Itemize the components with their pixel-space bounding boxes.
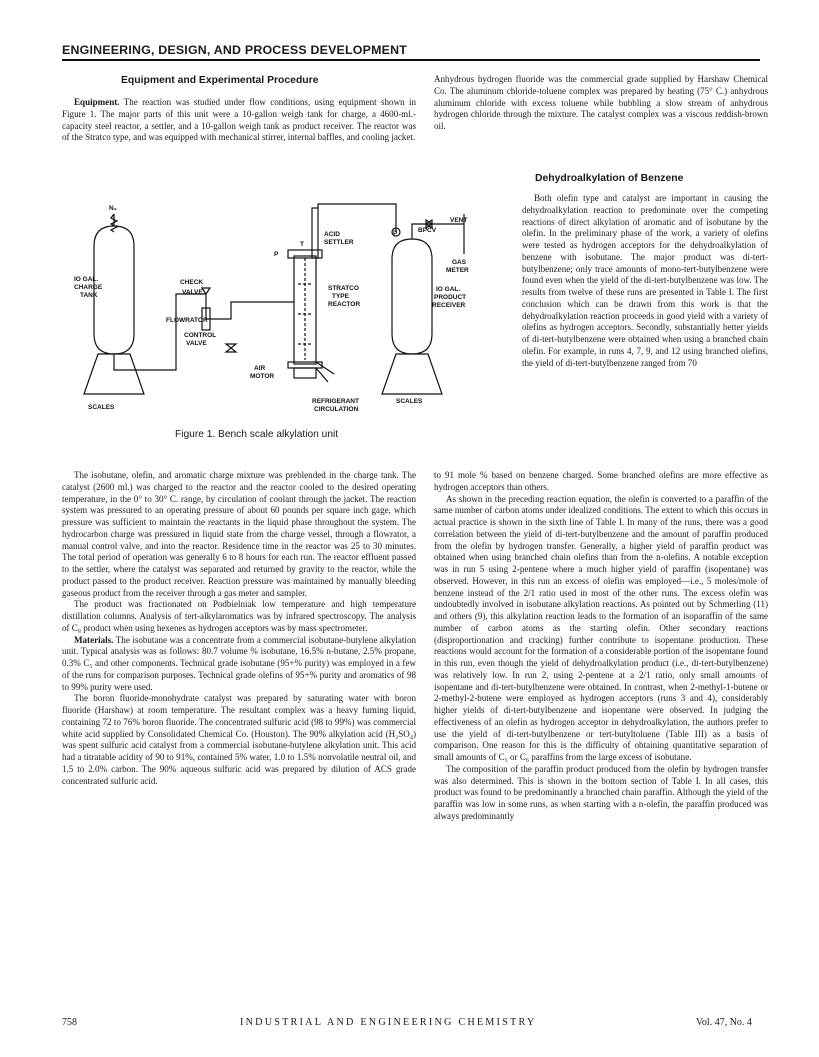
settler-outlet-line	[318, 204, 396, 232]
fig-label-scales-right: SCALES	[396, 398, 423, 405]
equipment-paragraph: The reaction was studied under flow conditions, using equipment shown in Figure 1. The major parts of this unit were a 10-gallon weigh tank for charge, a 4600-ml.-capacity steel reactor, a settler, and a 10-gallon weigh tank as product receiver. The reactor was of the Stratco type, and was equipped with mechanical stirrer, internal baffles, and cooling jacket.	[62, 97, 416, 143]
fig-label-t: T	[300, 241, 304, 248]
n2-line	[111, 214, 117, 232]
fig-label-bpcv: BPCV	[418, 227, 437, 234]
scales-right-shape	[382, 354, 442, 394]
materials-paragraph: The isobutane was a concentrate from a commercial isobutane-butylene alkylation unit. Typical analysis was as follows: 80.7 volume % isobutane, 16.5% n-butane, 2.5% propane, 0.3% C₅ and other components. Technical grade isobutane (95+% purity) was employed in a few of the runs for comparison purposes. Technical grade olefins of 95+% purity and aromatics of 98 to 99% purity were used.	[62, 634, 416, 692]
fig-label-vent: VENT	[450, 217, 468, 224]
fig-label-air-motor-2: MOTOR	[250, 373, 275, 380]
figure-1-caption: Figure 1. Bench scale alkylation unit	[175, 429, 339, 440]
fig-label-reactor-2: TYPE	[332, 293, 349, 300]
header-rule	[62, 59, 760, 61]
fig-label-check-valve-1: CHECK	[180, 279, 204, 286]
hf-paragraph: Anhydrous hydrogen fluoride was the commercial grade supplied by Harshaw Chemical Co. The aluminum chloride-toluene complex was prepared by heating (75° C.) anhydrous aluminum chloride with excess toluene while bubbling a slow stream of anhydrous hydrogen chloride through the mixture. The catalyst complex was a viscous reddish-brown oil.	[434, 74, 768, 131]
page-number: 758	[62, 1017, 77, 1028]
materials-run-in-head: Materials.	[74, 634, 114, 645]
fig-label-receiver-2: PRODUCT	[434, 294, 467, 301]
procedure-paragraph-1: The isobutane, olefin, and aromatic charge mixture was preblended in the charge tank. The catalyst (2600 ml.) was charged to the reactor and the reactor cooled to the desired operating temperature, in the 0° to 30° C. range, by circulation of coolant through the jacket. The reaction system was pressured to an operating pressure of about 60 pounds per square inch gage, which pressure was sufficient to maintain the reactants in the liquid phase throughout the system. The hydrocarbon charge was pressured in liquid state from the charge vessel, through a flowrator, a manual control valve, and into the reactor. Residence time in the reactor was 25 to 30 minutes. The total period of operation was generally 6 to 8 hours for each run. The reactor effluent passed to the settler, where the catalyst was separated and returned by gravity to the reactor, while the product passed to the product receiver. Reaction pressure was maintained by manually bleeding gaseous product from the receiver through a gas meter and sampler.	[62, 470, 416, 598]
fig-label-p: P	[274, 251, 279, 258]
fig-label-pressure-gauge: P	[393, 230, 398, 237]
fig-label-check-valve-2: VALVE	[182, 289, 203, 296]
refrigerant-lines	[316, 362, 334, 382]
figure-1-diagram	[66, 184, 524, 422]
control-valve-shape	[226, 344, 236, 352]
dehydro-paragraph-1: Both olefin type and catalyst are important in causing the dehydroalkylation reaction to predominate over the competing reactions of direct alkylation of aromatic and of isobutane by the olefin. In the preliminary phase of the work, a variety of olefins were tested as hydrogen acceptors for the dehydroalkylation of benzene with isobutane. The major product was di-tert-butylbenzene; only trace amounts of mono-tert-butylbenzene were found even when the yield of the di-tert-butylbenzene was low. The results from twelve of these runs are presented in Table I. The first conclusion which can be drawn from this work is that the dehydroalkylation reaction proceeds in good yield with a variety of olefins as hydrogen acceptors. Secondly, substantially better yields of di-tert-butylbenzene were obtained when using a branched chain olefin. For example, in runs 4, 7, 9, and 12 using branched olefins, the yield of di-tert-butylbenzene ranged from 70	[522, 193, 768, 368]
fig-label-receiver-3: RECEIVER	[432, 302, 466, 309]
check-valve-shape	[202, 288, 210, 294]
reactor-internals	[298, 258, 312, 360]
equipment-run-in-head: Equipment.	[74, 97, 120, 107]
right-column-top	[434, 74, 768, 133]
section-heading-equipment: Equipment and Experimental Procedure	[121, 75, 319, 86]
fig-label-receiver-1: IO GAL.	[436, 286, 461, 293]
fig-label-scales-left: SCALES	[88, 404, 115, 411]
fig-label-acid-settler-2: SETTLER	[324, 239, 354, 246]
fig-label-charge-tank-2: CHARGE	[74, 284, 103, 291]
dehydro-paragraph-1-continued: to 91 mole % based on benzene charged. Some branched olefins are more effective as hydrogen acceptors than others.	[434, 470, 768, 492]
dehydro-paragraph-3: The composition of the paraffin product produced from the olefin by hydrogen transfer was also determined. This is shown in the bottom section of Table I. In all cases, this product was found to be predominantly a branched chain paraffin. Although the yield of the paraffin was low in some runs, as when starting with a n-olefin, the paraffin produced was always predominantly	[434, 763, 768, 821]
fig-label-refrigerant-2: CIRCULATION	[314, 406, 359, 413]
fig-label-air-motor-1: AIR	[254, 365, 266, 372]
journal-name: INDUSTRIAL AND ENGINEERING CHEMISTRY	[240, 1017, 537, 1028]
procedure-paragraph-2: The product was fractionated on Podbielniak low temperature and high temperature distillation columns. Analysis of tert-alkylaromatics was by infrared spectroscopy. The analysis of C₈ product when using hexenes as hydrogen acceptors was by mass spectrometer.	[62, 599, 416, 633]
air-motor-shape	[294, 368, 316, 378]
fig-label-gas-meter-2: METER	[446, 267, 469, 274]
running-header: ENGINEERING, DESIGN, AND PROCESS DEVELOPMENT	[62, 43, 407, 57]
fig-label-control-valve-1: CONTROL	[184, 332, 217, 339]
fig-label-charge-tank-1: IO GAL.	[74, 276, 99, 283]
fig-label-reactor-3: REACTOR	[328, 301, 361, 308]
catalyst-paragraph: The boron fluoride-monohydrate catalyst was prepared by saturating water with boron fluoride (Harshaw) at room temperature. The resultant complex was a heavy fuming liquid, containing 72 to 76% boron fluoride. The concentrated sulfuric acid (98 to 99%) was commercial white acid supplied by Consolidated Chemical Co. (Houston). The 90% alkylation acid (H₂SO₄) was spent sulfuric acid catalyst from a commercial isobutane-butylene alkylation unit. This acid had a titratable acidity of 90 to 91%, contained 5% water, 1.0 to 1.5% nonvolatile neutral oil, and 1.5 to 2.0% carbon. The 90% aqueous sulfuric acid was prepared by dilution of ACS grade concentrated sulfuric acid.	[62, 693, 416, 786]
fig-label-reactor-1: STRATCO	[328, 285, 359, 292]
fig-label-n2: N₂	[109, 205, 117, 212]
right-column-middle	[522, 193, 768, 369]
fig-label-refrigerant-1: REFRIGERANT	[312, 398, 359, 405]
product-receiver-shape	[392, 239, 432, 354]
fig-label-charge-tank-3: TANK	[80, 292, 98, 299]
volume-issue: Vol. 47, No. 4	[696, 1017, 752, 1028]
fig-label-acid-settler-1: ACID	[324, 231, 340, 238]
right-column-bottom	[434, 470, 768, 823]
fig-label-gas-meter-1: GAS	[452, 259, 467, 266]
section-heading-dehydroalkylation: Dehydroalkylation of Benzene	[535, 173, 684, 184]
left-column-top	[62, 97, 416, 144]
fig-label-control-valve-2: VALVE	[186, 340, 207, 347]
dehydro-paragraph-2: As shown in the preceding reaction equation, the olefin is converted to a paraffin of the same number of carbon atoms under idealized conditions. The extent to which this occurs in actual practice is shown in the sixth line of Table I. In many of the runs, there was a good correlation between the yield of di-tert-butylbenzene and the amount of paraffin produced from the olefin by hydrogen transfer. Generally, a higher yield of paraffin product was obtained when using branched chain olefins than from the n-olefins. A notable exception was in run 5 using 2-pentene where a much higher yield of paraffin (isopentane) was observed. However, in this run an excess of olefin was employed—i.e., 5 moles/mole of benzene instead of the 2/1 ratio used in most of the other runs. The excess olefin was undoubtedly involved in isobutane alkylation reactions. As pointed out by Schmerling (11) and others (9), this alkylation reaction leads to the formation of an isoparaffin of the same number of carbon atoms as the starting olefin. Other secondary reactions (disproportionation and cracking) further contribute to isopentane production. These reactions would account for the formation of a considerable portion of the isopentane found in this run, even though the yield of dehydroalkylation product (i.e., di-tert-butylbenzene) was relatively low. In run 2, using 2-pentene at a 2/1 ratio, only small amounts of isopentane and di-tert-butylbenzene were obtained. In contrast, when 2-methyl-1-butene or 2-methyl-2-butene were employed as hydrogen acceptors (runs 3 and 4), considerably higher yields of di-tert-butylbenzene and isopentane were observed. In judging the effectiveness of an olefin as hydrogen acceptor in dehydroalkylation, the authors prefer to use the yield of di-tert-butylbenzene or tert-butyltoluene (Table III) as a basis of comparison. One reason for this is the difficulty of obtaining quantitative separation of small amounts of C₅ or C₆ paraffins from the large excess of isobutane.	[434, 493, 768, 762]
fig-label-flowrator: FLOWRATOR	[166, 317, 208, 324]
reactor-top-flange	[288, 250, 322, 258]
left-column-bottom	[62, 470, 416, 787]
